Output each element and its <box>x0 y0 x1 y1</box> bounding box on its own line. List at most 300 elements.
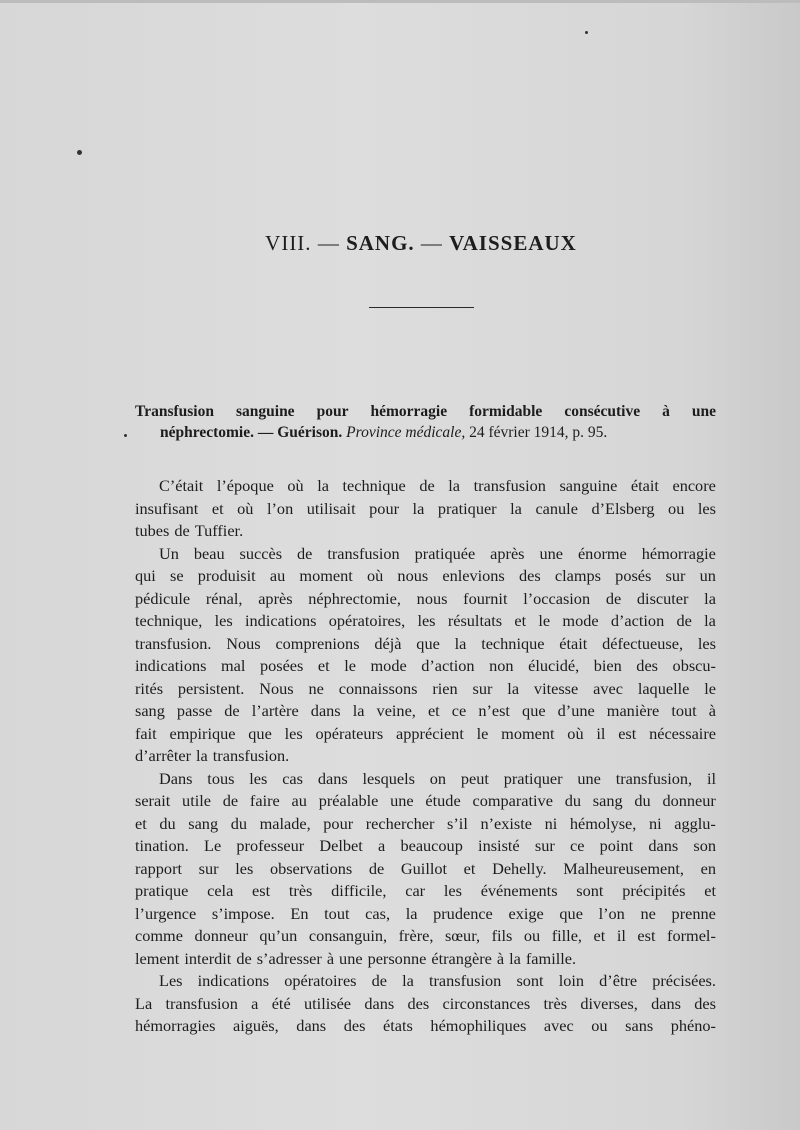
word: Dans <box>159 768 193 788</box>
word: il <box>706 768 716 788</box>
word: de <box>368 858 385 878</box>
word: du <box>564 791 581 810</box>
word: été <box>271 993 291 1013</box>
word: une <box>577 768 601 788</box>
reference-line2 <box>135 422 716 443</box>
word: est <box>637 926 656 945</box>
word: est <box>252 881 271 900</box>
word: comprenions <box>275 633 360 653</box>
word: après <box>258 588 293 608</box>
word: moment <box>299 566 353 585</box>
word: interdit <box>184 948 232 968</box>
word: à <box>326 948 335 968</box>
body-text <box>135 475 716 1038</box>
word: consanguin, <box>308 926 388 945</box>
word: de <box>419 476 435 495</box>
word: hémorragie <box>370 403 448 420</box>
word: sœur, <box>444 926 481 945</box>
word: un <box>699 566 716 585</box>
text-line <box>135 543 716 566</box>
word: sang <box>135 701 165 720</box>
word: comparative <box>472 791 553 810</box>
word: veine, <box>376 701 416 720</box>
text-line <box>135 498 716 521</box>
word: la <box>405 903 418 923</box>
word: a <box>378 836 386 855</box>
word: au <box>269 566 286 585</box>
word: et <box>211 498 224 518</box>
word: famille. <box>525 948 577 968</box>
text-line <box>135 610 716 633</box>
reference-details: 24 février 1914, p. 95. <box>469 424 608 441</box>
word: la <box>704 611 716 630</box>
word: nous <box>397 566 429 585</box>
bibliographic-reference <box>135 401 716 443</box>
word: une <box>390 791 414 810</box>
word: des <box>518 566 541 585</box>
chapter-part-vaisseaux: VAISSEAUX <box>449 231 577 255</box>
word: et <box>593 926 606 945</box>
word: à <box>496 948 505 968</box>
word: les <box>697 633 716 653</box>
word: opératoires <box>284 971 357 990</box>
text-line <box>135 790 716 813</box>
word: technique <box>342 476 406 495</box>
word: mal <box>221 656 246 675</box>
word: des <box>636 656 658 675</box>
title-rule <box>369 307 474 308</box>
word: et <box>135 813 147 833</box>
word: Malheureusement, <box>563 858 684 878</box>
page-top-edge <box>0 0 800 3</box>
word: ou <box>591 1016 608 1035</box>
word: transfusion. <box>212 746 290 765</box>
word: préalable <box>318 791 379 810</box>
word: une <box>539 543 563 563</box>
chapter-title <box>0 231 800 256</box>
text-line <box>135 475 716 498</box>
word: l’on <box>598 903 625 923</box>
word: très <box>543 993 568 1013</box>
word: s’impose. <box>211 903 275 923</box>
word: et <box>704 881 716 900</box>
word: manière <box>606 701 660 720</box>
word: technique, <box>135 611 203 630</box>
word: C’était <box>159 476 204 495</box>
word: frère, <box>398 926 434 945</box>
word: néphrectomie, <box>308 588 401 608</box>
word: pour <box>323 813 354 833</box>
text-line <box>135 993 716 1016</box>
word: sans <box>625 1016 654 1035</box>
word: transfusion <box>165 993 238 1013</box>
word: de <box>222 791 239 810</box>
word: beaucoup <box>400 836 463 855</box>
word: ni <box>544 813 558 833</box>
word: pratiquer <box>437 498 497 518</box>
word: que <box>522 701 546 720</box>
word: événements <box>480 881 558 900</box>
word: sur <box>534 836 555 855</box>
word: les <box>214 611 233 630</box>
text-line <box>135 768 716 791</box>
word: précisées. <box>652 971 716 990</box>
word: étude <box>425 791 461 810</box>
word: au <box>291 791 307 810</box>
word: ce <box>451 701 467 720</box>
word: très <box>288 881 313 900</box>
word: d’action <box>610 611 665 630</box>
word: la <box>352 701 365 720</box>
word: les <box>249 768 268 788</box>
word: était <box>559 633 588 653</box>
word: ne <box>640 903 656 923</box>
word: n’est <box>478 701 510 720</box>
text-line <box>135 835 716 858</box>
word: sang <box>592 791 623 810</box>
word: bien <box>593 656 622 675</box>
word: la <box>412 498 425 518</box>
word: empirique <box>169 723 236 743</box>
word: canule <box>535 498 578 518</box>
text-line <box>135 1015 716 1038</box>
word: d’être <box>599 971 638 990</box>
word: point <box>599 836 634 855</box>
word: utilisait <box>306 498 356 518</box>
text-line <box>135 745 716 768</box>
word: les <box>284 723 303 743</box>
word: il <box>616 926 626 945</box>
text-line <box>135 700 716 723</box>
word: ni <box>648 813 662 833</box>
word: où <box>287 476 304 495</box>
word: ou <box>668 498 685 518</box>
word: pratique <box>135 881 189 900</box>
word: de <box>605 588 622 608</box>
word: produisit <box>197 566 256 585</box>
word: hémorragies <box>135 1016 216 1035</box>
word: de <box>174 521 190 540</box>
word: enlevions <box>442 566 505 585</box>
text-line <box>135 520 716 543</box>
paper-speck <box>124 434 127 437</box>
word: faire <box>249 791 280 810</box>
word: cela <box>207 881 234 900</box>
word: persistent. <box>177 678 245 698</box>
word: formel- <box>667 926 716 945</box>
word: sont <box>516 971 544 990</box>
word: exige <box>508 903 544 923</box>
word: le <box>344 656 356 675</box>
word: d’action <box>421 656 475 675</box>
word: Dehelly. <box>492 858 547 878</box>
word: difficile, <box>331 881 387 900</box>
word: et <box>463 858 476 878</box>
word: serait <box>135 791 171 810</box>
text-line <box>135 813 716 836</box>
word: nous <box>416 588 448 608</box>
word: sur <box>472 678 493 698</box>
word: de <box>371 971 387 990</box>
word: de <box>676 611 692 630</box>
word: l’occasion <box>523 588 591 608</box>
word: indications <box>245 611 317 630</box>
text-line <box>135 565 716 588</box>
word: la <box>509 948 521 968</box>
word: pour <box>369 498 399 518</box>
word: Tuffier. <box>194 521 244 540</box>
word: hémorragie <box>641 543 716 563</box>
word: transfusion <box>327 543 400 563</box>
word: fille, <box>551 926 583 945</box>
word: élucidé, <box>528 656 580 675</box>
word: rapport <box>135 858 183 878</box>
word: Nous <box>259 678 294 698</box>
word: opérateurs <box>315 723 384 743</box>
word: hémophiliques <box>430 1016 527 1035</box>
word: mode <box>562 611 599 630</box>
word: Guillot <box>400 858 448 878</box>
word: transfusion, <box>615 768 693 788</box>
word: connaissons <box>338 678 418 698</box>
word: de <box>236 948 252 968</box>
word: lesquels <box>362 768 415 788</box>
word: nécessaire <box>649 723 716 743</box>
word: consécutive <box>564 403 641 420</box>
word: la <box>454 633 467 653</box>
word: on <box>429 768 447 788</box>
word: tout <box>671 701 697 720</box>
text-line <box>135 880 716 903</box>
word: la <box>704 588 716 608</box>
word: la <box>402 971 414 990</box>
word: circonstances <box>442 993 531 1013</box>
word: tout <box>324 903 350 923</box>
word: et <box>514 611 527 630</box>
word: car <box>405 881 426 900</box>
word: personne <box>367 948 427 968</box>
word: cas, <box>365 903 391 923</box>
reference-title-line1 <box>135 401 716 422</box>
word: insufisant <box>135 498 199 518</box>
word: discuter <box>636 588 689 608</box>
word: ce <box>569 836 585 855</box>
word: résultats <box>447 611 503 630</box>
word: transfusion <box>473 476 546 495</box>
reference-title-line2: néphrectomie. — Guérison. <box>160 424 343 441</box>
word: rechercher <box>365 813 435 833</box>
text-line <box>135 588 716 611</box>
word: à <box>662 403 670 420</box>
word: dans <box>296 1016 327 1035</box>
word: transfusion <box>428 971 502 990</box>
text-line <box>135 655 716 678</box>
word: tubes <box>135 521 170 540</box>
word: la <box>448 476 461 495</box>
text-line <box>135 723 716 746</box>
word: formidable <box>469 403 543 420</box>
word: une <box>339 948 363 968</box>
word: l’urgence <box>135 903 197 923</box>
word: des <box>694 993 716 1013</box>
word: d’Elsberg <box>591 498 655 518</box>
word: donneur <box>662 791 716 810</box>
word: vitesse <box>533 678 579 698</box>
word: dans <box>651 993 681 1013</box>
word: Delbet <box>319 836 363 855</box>
word: insisté <box>478 836 520 855</box>
word: que <box>248 723 272 743</box>
word: fournit <box>463 588 508 608</box>
word: qu’un <box>259 926 298 945</box>
word: avec <box>593 678 623 698</box>
text-line <box>135 903 716 926</box>
word: succès <box>239 543 283 563</box>
word: pour <box>316 403 349 420</box>
word: Nous <box>226 633 261 653</box>
text-line <box>135 948 716 971</box>
text-line <box>135 858 716 881</box>
word: fait <box>135 723 157 743</box>
word: obscu- <box>672 656 716 675</box>
text-line <box>135 925 716 948</box>
word: loin <box>558 971 585 990</box>
word: précipités <box>622 881 686 900</box>
word: son <box>693 836 716 855</box>
word: Un <box>159 543 179 563</box>
word: des <box>343 1016 366 1035</box>
word: dans <box>364 993 395 1013</box>
word: de <box>224 701 240 720</box>
chapter-separator: — <box>420 231 443 255</box>
word: mode <box>370 656 407 675</box>
word: a <box>251 993 259 1013</box>
word: sanguine <box>559 476 618 495</box>
word: s’adresser <box>256 948 322 968</box>
word: n’existe <box>480 813 532 833</box>
word: avec <box>543 1016 574 1035</box>
word: fils <box>491 926 513 945</box>
word: non <box>489 656 514 675</box>
word: les <box>443 881 462 900</box>
word: étrangère <box>431 948 492 968</box>
word: où <box>366 566 384 585</box>
word: encore <box>672 476 716 495</box>
word: observations <box>269 858 353 878</box>
word: posés <box>615 566 652 585</box>
word: que <box>416 633 440 653</box>
word: les <box>235 858 254 878</box>
word: les <box>417 611 436 630</box>
word: diverses, <box>580 993 638 1013</box>
paper-speck <box>585 31 588 34</box>
word: agglu- <box>674 813 716 833</box>
word: la <box>510 498 522 518</box>
word: états <box>383 1016 413 1035</box>
word: il <box>596 723 606 743</box>
word: rien <box>432 678 458 698</box>
word: dans <box>310 701 341 720</box>
word: phéno- <box>670 1016 716 1035</box>
word: du <box>230 813 247 833</box>
word: l’époque <box>216 476 274 495</box>
word: posées <box>259 656 304 675</box>
word: l’artère <box>251 701 299 720</box>
word: En <box>290 903 309 923</box>
word: où <box>237 498 254 518</box>
word: rénal, <box>205 588 243 608</box>
word: était <box>630 476 659 495</box>
word: La <box>135 993 153 1013</box>
reference-journal: Province médicale, <box>346 424 466 441</box>
word: apprécient <box>396 723 464 743</box>
word: prenne <box>671 903 716 923</box>
word: aiguës, <box>233 1016 279 1035</box>
word: ne <box>308 678 324 698</box>
word: clamps <box>554 566 601 585</box>
word: qui <box>135 566 156 585</box>
word: du <box>634 791 651 810</box>
word: sur <box>665 566 686 585</box>
word: utilisée <box>304 993 352 1013</box>
word: sont <box>576 881 604 900</box>
word: que <box>559 903 583 923</box>
word: laquelle <box>637 678 690 698</box>
word: prudence <box>433 903 493 923</box>
word: donneur <box>194 926 248 945</box>
word: dans <box>648 836 679 855</box>
word: s’il <box>447 813 468 833</box>
word: comme <box>135 926 183 945</box>
word: pratiquer <box>503 768 563 788</box>
word: et <box>317 656 330 675</box>
word: où <box>567 723 584 743</box>
word: Transfusion <box>135 403 214 420</box>
word: sang <box>188 813 219 833</box>
word: la <box>196 746 208 765</box>
word: sanguine <box>235 403 295 420</box>
word: professeur <box>236 836 305 855</box>
text-line <box>135 678 716 701</box>
word: passe <box>176 701 213 720</box>
text-line <box>135 970 716 993</box>
word: indications <box>135 656 207 675</box>
chapter-separator: — <box>317 231 340 255</box>
word: technique <box>481 633 545 653</box>
word: Les <box>159 971 183 990</box>
word: la <box>317 476 329 495</box>
word: beau <box>193 543 225 563</box>
word: déjà <box>374 633 402 653</box>
word: pédicule <box>135 588 191 608</box>
word: rités <box>135 678 164 698</box>
word: l’on <box>266 498 294 518</box>
word: du <box>159 813 176 833</box>
word: est <box>618 723 637 743</box>
word: défectueuse, <box>602 633 684 653</box>
word: malade, <box>259 813 311 833</box>
word: peut <box>460 768 489 788</box>
word: le <box>704 678 716 698</box>
word: en <box>700 858 716 878</box>
word: utile <box>182 791 211 810</box>
word: transfusion. <box>135 633 212 653</box>
chapter-number: VIII. <box>265 231 312 255</box>
word: lement <box>135 948 180 968</box>
paper-speck <box>77 150 82 155</box>
word: la <box>507 678 520 698</box>
word: après <box>490 543 525 563</box>
